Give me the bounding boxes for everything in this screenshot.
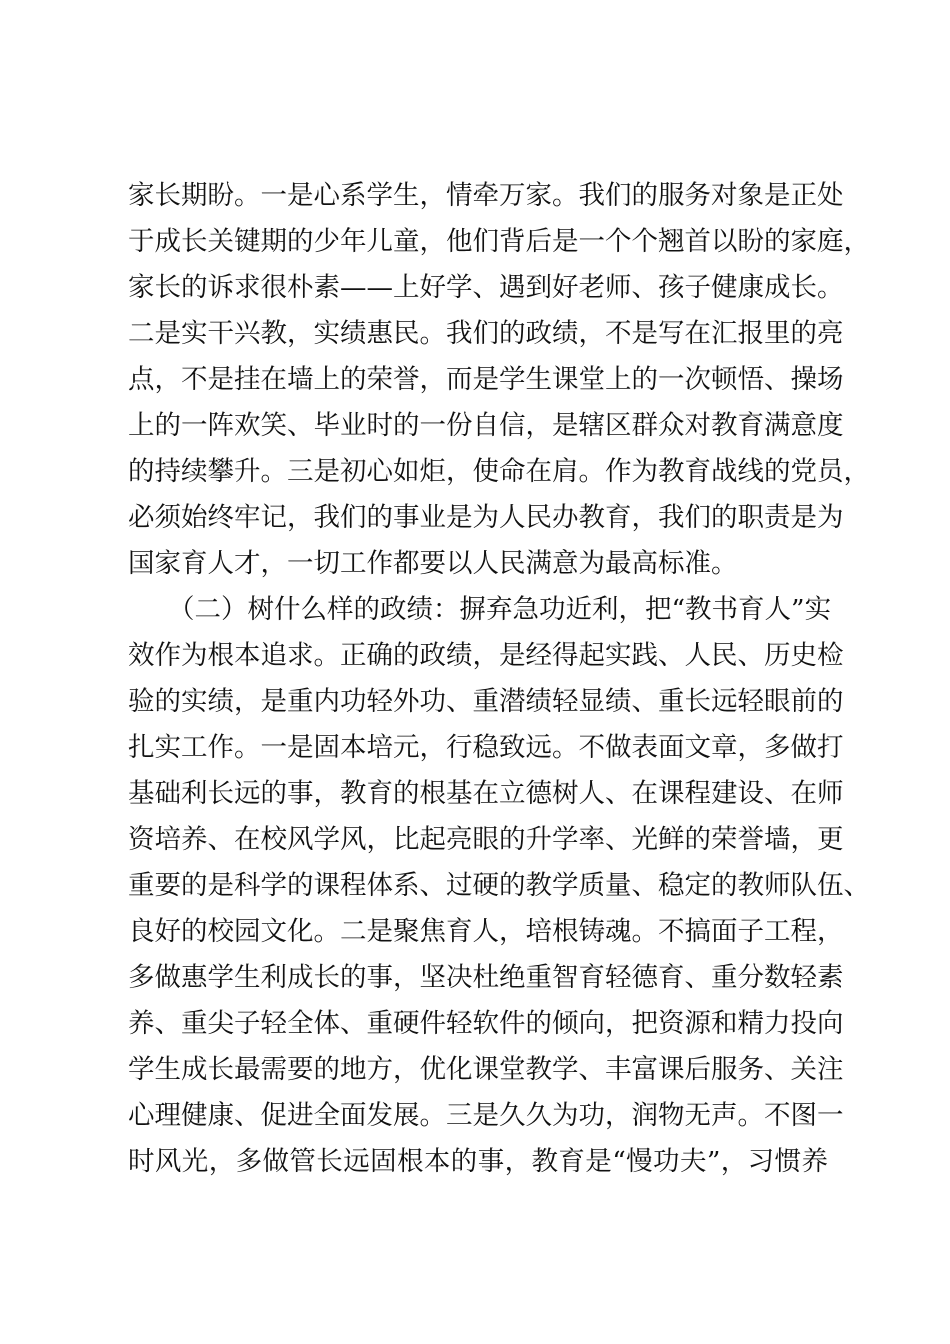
text-line-8: 必须始终牢记，我们的事业是为人民办教育，我们的职责是为 [128, 502, 844, 533]
text-line-18: 多做惠学生利成长的事，坚决杜绝重智育轻德育、重分数轻素 [128, 962, 844, 993]
text-line-16: 重要的是科学的课程体系、过硬的教学质量、稳定的教师队伍、 [128, 870, 870, 901]
text-line-14: 基础利长远的事，教育的根基在立德树人、在课程建设、在师 [128, 778, 844, 809]
text-line-6: 上的一阵欢笑、毕业时的一份自信，是辖区群众对教育满意度 [128, 410, 844, 441]
text-line-20: 学生成长最需要的地方，优化课堂教学、丰富课后服务、关注 [128, 1054, 844, 1085]
text-line-3: 家长的诉求很朴素——上好学、遇到好老师、孩子健康成长。 [128, 272, 844, 303]
text-line-21: 心理健康、促进全面发展。三是久久为功，润物无声。不图一 [128, 1100, 844, 1131]
text-line-22: 时风光，多做管长远固根本的事，教育是“慢功夫”，习惯养 [128, 1146, 828, 1177]
text-line-2: 于成长关键期的少年儿童，他们背后是一个个翘首以盼的家庭， [128, 226, 870, 257]
text-line-19: 养、重尖子轻全体、重硬件轻软件的倾向，把资源和精力投向 [128, 1008, 844, 1039]
text-line-11: 效作为根本追求。正确的政绩，是经得起实践、人民、历史检 [128, 640, 844, 671]
text-line-9: 国家育人才，一切工作都要以人民满意为最高标准。 [128, 548, 738, 579]
text-line-5: 点，不是挂在墙上的荣誉，而是学生课堂上的一次顿悟、操场 [128, 364, 844, 395]
text-line-12: 验的实绩，是重内功轻外功、重潜绩轻显绩、重长远轻眼前的 [128, 686, 844, 717]
text-line-13: 扎实工作。一是固本培元，行稳致远。不做表面文章，多做打 [128, 732, 844, 763]
text-line-15: 资培养、在校风学风，比起亮眼的升学率、光鲜的荣誉墙，更 [128, 824, 844, 855]
text-line-4: 二是实干兴教，实绩惠民。我们的政绩，不是写在汇报里的亮 [128, 318, 844, 349]
section-heading-line: （二）树什么样的政绩：摒弃急功近利，把“教书育人”实 [168, 594, 832, 625]
text-line-17: 良好的校园文化。二是聚焦育人，培根铸魂。不搞面子工程， [128, 916, 844, 947]
text-line-1: 家长期盼。一是心系学生，情牵万家。我们的服务对象是正处 [128, 180, 844, 211]
text-line-7: 的持续攀升。三是初心如炬，使命在肩。作为教育战线的党员， [128, 456, 870, 487]
